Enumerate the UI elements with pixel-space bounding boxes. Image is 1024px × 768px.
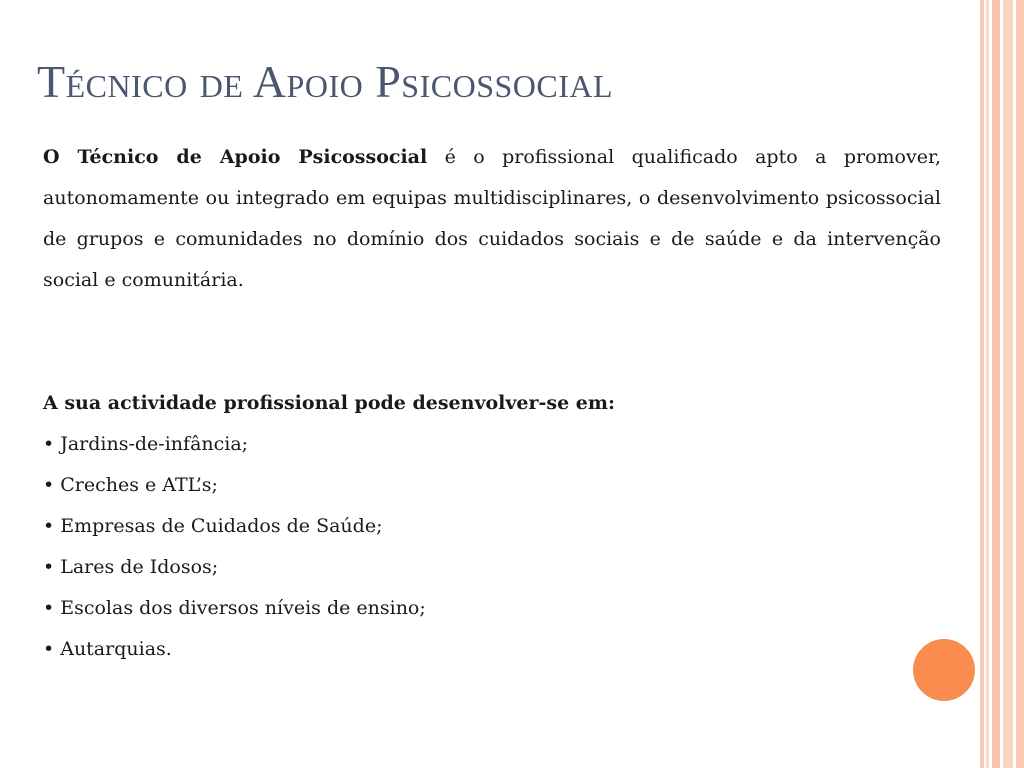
- list-item-text: Empresas de Cuidados de Saúde;: [60, 515, 383, 537]
- slide-title: Técnico de Apoio Psicossocial: [37, 56, 614, 107]
- bullet-icon: •: [43, 556, 55, 578]
- intro-bold-lead: O Técnico de Apoio Psicossocial: [43, 146, 428, 168]
- bullet-icon: •: [43, 597, 55, 619]
- list-item: [43, 465, 923, 506]
- bullet-icon: •: [43, 433, 55, 455]
- list-item: [43, 424, 923, 465]
- decorative-stripe: [986, 0, 989, 768]
- intro-paragraph: [43, 137, 941, 301]
- activity-list: [43, 424, 923, 670]
- bullet-icon: •: [43, 515, 55, 537]
- list-item: [43, 506, 923, 547]
- accent-circle-icon: [913, 639, 975, 701]
- activities-section: [43, 383, 923, 670]
- list-item: [43, 547, 923, 588]
- list-item-text: Lares de Idosos;: [60, 556, 219, 578]
- intro-text: é o profissional qualificado apto a promover, autonomamente ou integrado em equipas multidisciplinares, o desenvolvimento psicossocial de grupos e comunidades no domínio dos cuidados sociais e de saúde e da intervenção social e comunitária.: [43, 146, 941, 291]
- decorative-stripe: [992, 0, 1000, 768]
- list-item-text: Jardins-de-infância;: [60, 433, 249, 455]
- list-item: [43, 629, 923, 670]
- decorative-stripe: [980, 0, 984, 768]
- list-item: [43, 588, 923, 629]
- activities-heading: A sua actividade profissional pode desenvolver-se em:: [43, 392, 616, 414]
- list-item-text: Autarquias.: [60, 638, 172, 660]
- bullet-icon: •: [43, 638, 55, 660]
- decorative-stripe: [1003, 0, 1013, 768]
- bullet-icon: •: [43, 474, 55, 496]
- list-item-text: Creches e ATL’s;: [60, 474, 218, 496]
- list-item-text: Escolas dos diversos níveis de ensino;: [60, 597, 426, 619]
- decorative-stripe: [1016, 0, 1024, 768]
